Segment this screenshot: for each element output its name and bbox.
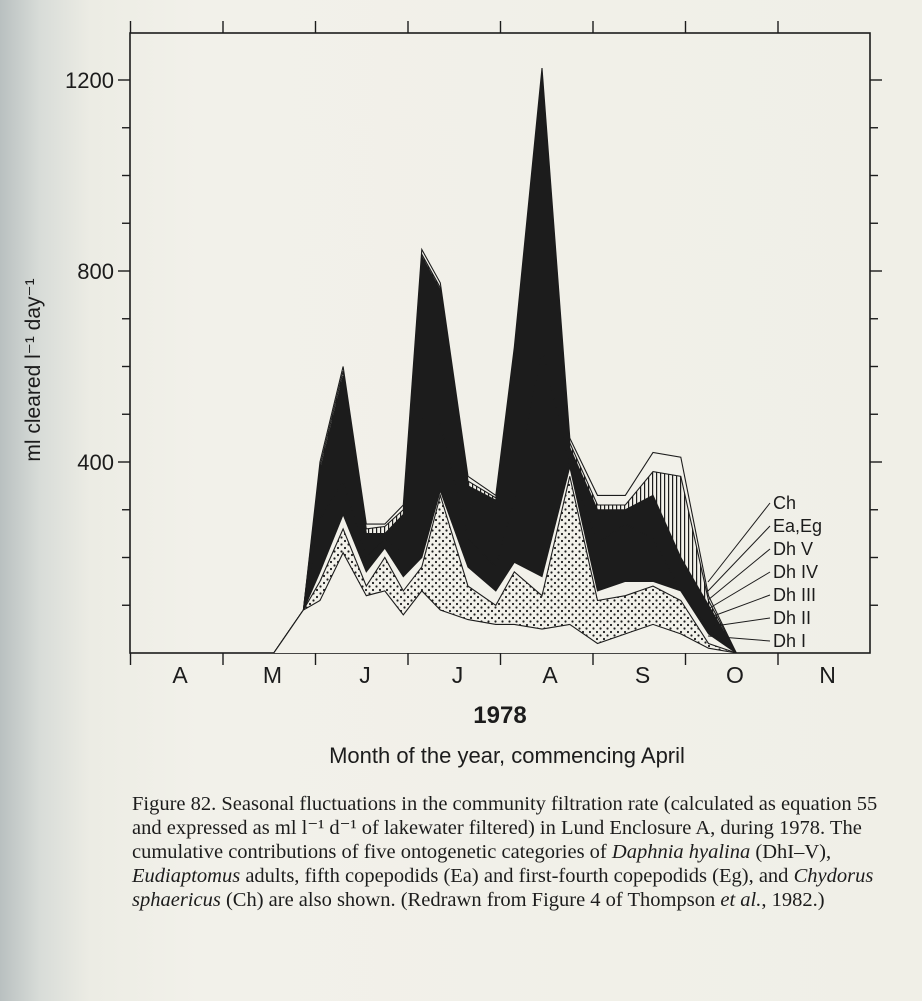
- legend-leader-dh-v: [708, 549, 770, 600]
- month-label: A: [542, 662, 558, 688]
- legend-label-dh-ii: Dh II: [773, 608, 812, 628]
- legend-label-dh-iii: Dh III: [773, 585, 817, 605]
- month-label: M: [262, 662, 283, 688]
- month-label: J: [451, 662, 464, 688]
- y-axis-label: ml cleared l⁻¹ day⁻¹: [22, 278, 45, 462]
- y-tick-label: 400: [77, 450, 114, 475]
- legend-label-dh-i: Dh I: [773, 631, 807, 651]
- caption-et-al: et al.: [720, 889, 762, 911]
- x-axis-label: Month of the year, commencing April: [329, 743, 685, 768]
- month-label: J: [359, 662, 371, 688]
- y-tick-label: 800: [77, 259, 114, 284]
- caption-text-4: (Ch) are also shown. (Redrawn from Figure 4 of Thompson: [220, 889, 721, 911]
- caption-text-3: adults, fifth copepodids (Ea) and first-fourth copepodids (Eg), and: [240, 865, 794, 887]
- month-label: N: [819, 662, 836, 688]
- caption-label: Figure 82.: [132, 793, 222, 815]
- y-tick-labels: [65, 68, 114, 475]
- caption-species-chydorus: Chydorus sphaericus: [132, 865, 874, 911]
- legend-label-dh-iv: Dh IV: [773, 562, 819, 582]
- caption-species-eudiaptomus: Eudiaptomus: [132, 865, 241, 887]
- month-label: S: [634, 662, 651, 688]
- caption-text-1: Seasonal fluctuations in the community filtration rate (calculated as equation 55 and expressed as ml l⁻¹ d⁻¹ of lakewater filtered) in Lund Enclosure A, during 1978. The cumulative contributions of five ontogenetic categories of: [132, 793, 878, 863]
- y-tick-label: 1200: [65, 68, 114, 93]
- x-axis-year: 1978: [473, 702, 527, 729]
- month-label: A: [172, 662, 188, 688]
- legend-label-ea-eg: Ea,Eg: [773, 516, 823, 536]
- legend-label-dh-v: Dh V: [773, 539, 814, 559]
- caption-text-5: , 1982.): [761, 889, 825, 911]
- legend-leader-ch: [708, 503, 770, 582]
- figure-caption: [132, 792, 892, 912]
- legend-label-ch: Ch: [773, 493, 797, 513]
- legend: [708, 493, 822, 651]
- legend-leader-ea-eg: [708, 526, 770, 591]
- caption-species-daphnia: Daphnia hyalina: [611, 841, 751, 863]
- month-labels: [172, 662, 835, 688]
- caption-text-2: (DhI–V),: [750, 841, 832, 863]
- stacked-areas: [274, 68, 737, 653]
- month-label: O: [726, 662, 744, 688]
- legend-leader-dh-iii: [708, 595, 770, 618]
- legend-leader-dh-iv: [708, 572, 770, 609]
